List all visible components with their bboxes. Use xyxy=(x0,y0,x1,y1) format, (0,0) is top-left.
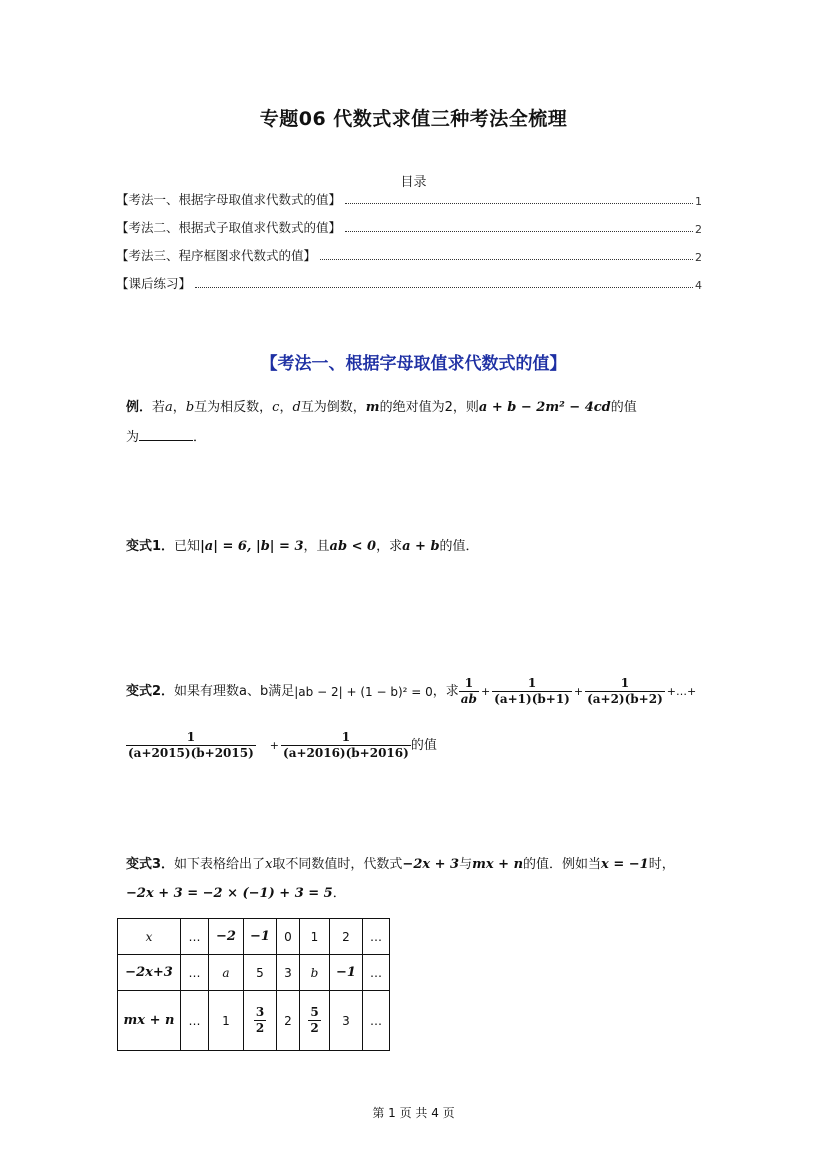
answer-blank[interactable] xyxy=(139,426,193,441)
text: ，则 xyxy=(452,400,479,415)
table-cell: a xyxy=(209,955,244,991)
table-cell: −1 xyxy=(330,955,363,991)
table-cell xyxy=(300,991,330,1051)
math-condition: |ab − 2| + (1 − b)² = 0 xyxy=(294,684,433,699)
text: 若 xyxy=(152,400,166,415)
toc-dot-leader xyxy=(195,287,693,288)
table-cell: 2 xyxy=(330,919,363,955)
text: 如下表格给出了 xyxy=(174,857,266,872)
fraction: $\frac{1}{(a+2)(b+2)}$ xyxy=(587,676,663,706)
var-b: b xyxy=(185,400,195,415)
ellipsis: +…+ xyxy=(666,684,697,698)
math-expression: |a| = 6, |b| = 3 xyxy=(200,539,304,554)
text: ，且 xyxy=(303,539,330,554)
table-cell: b xyxy=(300,955,330,991)
variant-label: 变式2． xyxy=(126,683,175,699)
example-answer-line xyxy=(126,426,206,448)
fraction: $\frac{1}{(a+1)(b+1)}$ xyxy=(494,676,570,706)
table-cell: x xyxy=(118,919,181,955)
plus-sign: + xyxy=(269,738,280,752)
variant-3-problem xyxy=(126,855,675,875)
plus-sign: + xyxy=(480,684,491,698)
text: ． xyxy=(193,430,207,445)
toc-heading: 目录 xyxy=(400,175,427,190)
toc-entry-1[interactable] xyxy=(116,190,702,208)
text: 为 xyxy=(126,430,140,445)
text: 的值．例如当 xyxy=(523,857,602,872)
variant-1-problem xyxy=(126,537,479,557)
document-title: 专题06 代数式求值三种考法全梳理 xyxy=(259,108,568,130)
text: ． xyxy=(332,886,346,901)
math-expression: a + b − 2m² − 4cd xyxy=(478,400,611,415)
math-expression: −2x + 3 xyxy=(402,857,460,872)
table-row xyxy=(118,955,390,991)
math-expression: mx + n xyxy=(472,857,524,872)
fraction: $\frac{3}{2}$ xyxy=(255,1005,265,1035)
toc-entry-label: 【考法三、程序框图求代数式的值】 xyxy=(116,248,317,263)
table-cell: 2 xyxy=(277,991,300,1051)
text: ， xyxy=(172,400,186,415)
text: 的值． xyxy=(439,539,479,554)
table-cell: 3 xyxy=(330,991,363,1051)
section-heading-1: 【考法一、根据字母取值求代数式的值】 xyxy=(260,354,567,374)
var-a: a xyxy=(165,400,173,415)
math-expression: ab < 0 xyxy=(329,539,377,554)
toc-page-number: 4 xyxy=(695,279,702,292)
example-problem xyxy=(126,398,637,418)
table-cell xyxy=(244,991,277,1051)
toc-entry-label: 【考法一、根据字母取值求代数式的值】 xyxy=(116,192,342,207)
page-footer: 第 1 页 共 4 页 xyxy=(372,1106,455,1120)
table-cell: 0 xyxy=(277,919,300,955)
variant-2-continued xyxy=(126,730,437,761)
text: ，求 xyxy=(432,683,459,699)
fraction: $\frac{1}{(a+2016)(b+2016)}$ xyxy=(283,730,409,760)
var-x: x xyxy=(265,857,273,872)
table-cell: … xyxy=(363,919,390,955)
table-cell: 5 xyxy=(244,955,277,991)
math-expression: x = −1 xyxy=(601,857,649,872)
table-cell: … xyxy=(181,919,209,955)
toc-page-number: 1 xyxy=(695,195,702,208)
table-cell: −2 xyxy=(209,919,244,955)
plus-sign: + xyxy=(573,684,584,698)
fraction: $\frac{1}{ab}$ xyxy=(460,676,477,706)
toc-entry-3[interactable] xyxy=(116,246,702,264)
table-cell: … xyxy=(363,991,390,1051)
text: 时， xyxy=(648,857,675,872)
table-cell: … xyxy=(181,991,209,1051)
toc-entry-label: 【课后练习】 xyxy=(116,276,192,291)
variant-label: 变式3． xyxy=(126,857,175,872)
toc-page-number: 2 xyxy=(695,251,702,264)
table-row xyxy=(118,991,390,1051)
text: 的值 xyxy=(410,737,437,753)
toc-entry-2[interactable] xyxy=(116,218,702,236)
fraction: $\frac{5}{2}$ xyxy=(310,1005,319,1035)
table-cell: … xyxy=(181,955,209,991)
table-cell: 1 xyxy=(209,991,244,1051)
text: ，求 xyxy=(376,539,403,554)
toc-dot-leader xyxy=(345,231,693,232)
text: 与 xyxy=(459,857,473,872)
text: 互为相反数， xyxy=(194,400,273,415)
table-cell: mx + n xyxy=(118,991,181,1051)
var-c: c xyxy=(272,400,280,415)
table-row xyxy=(118,919,390,955)
toc-entry-4[interactable] xyxy=(116,274,702,292)
table-cell: … xyxy=(363,955,390,991)
var-m: m xyxy=(365,400,380,415)
toc-dot-leader xyxy=(320,259,693,260)
text: 的绝对值为 xyxy=(379,400,445,415)
text: 如果有理数a、b满足 xyxy=(174,683,295,699)
table-cell: −2x+3 xyxy=(118,955,181,991)
math-expression: a + b xyxy=(402,539,440,554)
toc-entry-label: 【考法二、根据式子取值求代数式的值】 xyxy=(116,220,342,235)
text: 取不同数值时，代数式 xyxy=(272,857,403,872)
table-cell: 3 xyxy=(277,955,300,991)
fraction: $\frac{1}{(a+2015)(b+2015)}$ xyxy=(128,730,254,760)
number: 2 xyxy=(444,400,453,415)
text: 互为倒数， xyxy=(300,400,366,415)
variant-3-example-line xyxy=(126,884,346,904)
toc-dot-leader xyxy=(345,203,693,204)
table-cell: 1 xyxy=(300,919,330,955)
text: ， xyxy=(279,400,293,415)
var-d: d xyxy=(292,400,301,415)
example-label: 例． xyxy=(126,400,153,415)
toc-page-number: 2 xyxy=(695,223,702,236)
text: 已知 xyxy=(174,539,201,554)
math-expression: −2x + 3 = −2 × (−1) + 3 = 5 xyxy=(126,886,333,901)
variant-2-problem xyxy=(126,676,696,707)
values-table xyxy=(117,918,390,1051)
table-cell: −1 xyxy=(244,919,277,955)
variant-label: 变式1． xyxy=(126,539,175,554)
text: 的值 xyxy=(610,400,637,415)
